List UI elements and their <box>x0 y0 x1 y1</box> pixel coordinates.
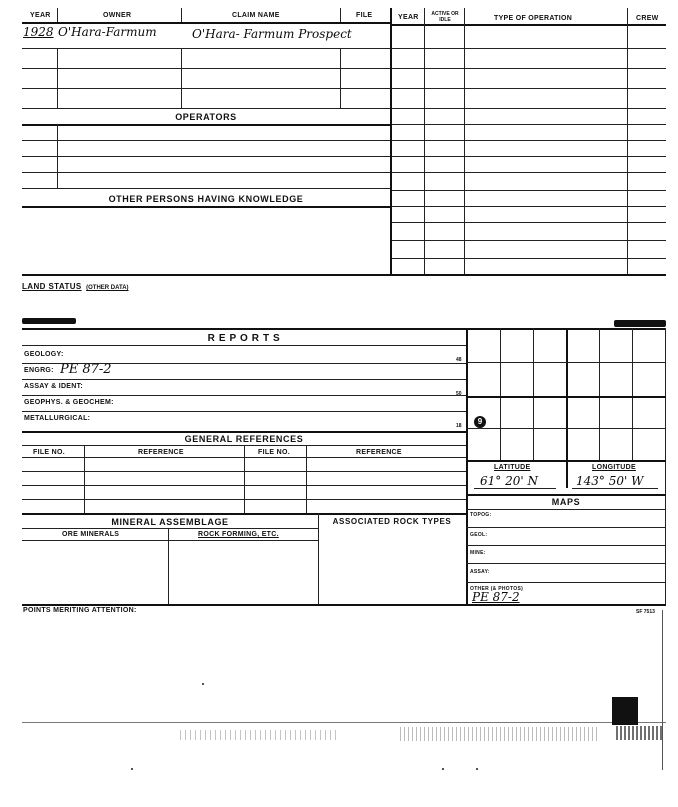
maps-other-value: PE 87-2 <box>472 590 520 604</box>
report-metallurgical-label: METALLURGICAL: <box>24 415 91 422</box>
header-owner: OWNER <box>103 12 132 19</box>
header-year: YEAR <box>30 12 51 19</box>
report-geology-num: 48 <box>456 357 462 363</box>
header-crew: CREW <box>636 15 659 22</box>
rock-forming-header: ROCK FORMING, ETC. <box>198 531 279 538</box>
reports-title: R E P O R T S <box>207 333 281 344</box>
maps-geol: GEOL: <box>470 532 488 538</box>
report-assay-label: ASSAY & IDENT: <box>24 383 84 390</box>
other-persons-title: OTHER PERSONS HAVING KNOWLEDGE <box>108 194 304 204</box>
header-claim-name: CLAIM NAME <box>232 12 280 19</box>
ref-header-reference-1: REFERENCE <box>138 449 184 456</box>
scan-smudge-right <box>614 320 666 327</box>
header-file: FILE <box>356 12 373 19</box>
entry-year: 1928 <box>23 25 54 39</box>
scan-smudge-left <box>22 318 76 324</box>
land-status-subtitle: (OTHER DATA) <box>86 285 129 291</box>
report-assay-num: 50 <box>456 391 462 397</box>
points-meriting-attention: POINTS MERITING ATTENTION: <box>23 607 137 614</box>
report-geophys-label: GEOPHYS. & GEOCHEM: <box>24 399 114 406</box>
latitude-value: 61° 20' N <box>480 474 538 488</box>
report-engrg-value: PE 87-2 <box>60 362 112 377</box>
ref-header-file-no-1: FILE NO. <box>33 449 65 456</box>
scan-black-square <box>612 697 638 725</box>
operators-title: OPERATORS <box>175 112 237 122</box>
maps-title: MAPS <box>551 497 581 507</box>
maps-other: OTHER (& PHOTOS) <box>470 586 524 592</box>
grid-circle-mark <box>474 416 486 428</box>
header-year-2: YEAR <box>398 14 419 21</box>
land-status <box>22 276 129 294</box>
maps-topog: TOPOG: <box>470 512 492 518</box>
longitude-label: LONGITUDE <box>592 464 636 471</box>
ref-header-reference-2: REFERENCE <box>356 449 402 456</box>
land-status-title: LAND STATUS <box>22 282 82 291</box>
header-type-of-operation: TYPE OF OPERATION <box>494 15 573 22</box>
mineral-assemblage-title: MINERAL ASSEMBLAGE <box>111 517 229 527</box>
grid-circle-mark-text: 9 <box>477 417 483 426</box>
general-references-title: GENERAL REFERENCES <box>184 434 304 444</box>
maps-assay: ASSAY: <box>470 569 490 575</box>
entry-owner: O'Hara-Farmum <box>58 25 157 39</box>
ore-minerals-header: ORE MINERALS <box>62 531 120 538</box>
report-metallurgical-num: 18 <box>456 423 462 429</box>
latitude-label: LATITUDE <box>494 464 531 471</box>
form-number: SF 7513 <box>636 609 655 615</box>
associated-rock-types-title: ASSOCIATED ROCK TYPES <box>332 517 452 526</box>
maps-mine: MINE: <box>470 550 486 556</box>
report-geology-label: GEOLOGY: <box>24 351 64 358</box>
ref-header-file-no-2: FILE NO. <box>258 449 290 456</box>
report-engrg-label: ENGRG: <box>24 367 54 374</box>
header-active-or-idle: ACTIVE OR IDLE <box>431 11 459 23</box>
longitude-value: 143° 50' W <box>576 474 644 488</box>
entry-claim: O'Hara- Farmum Prospect <box>192 27 352 41</box>
